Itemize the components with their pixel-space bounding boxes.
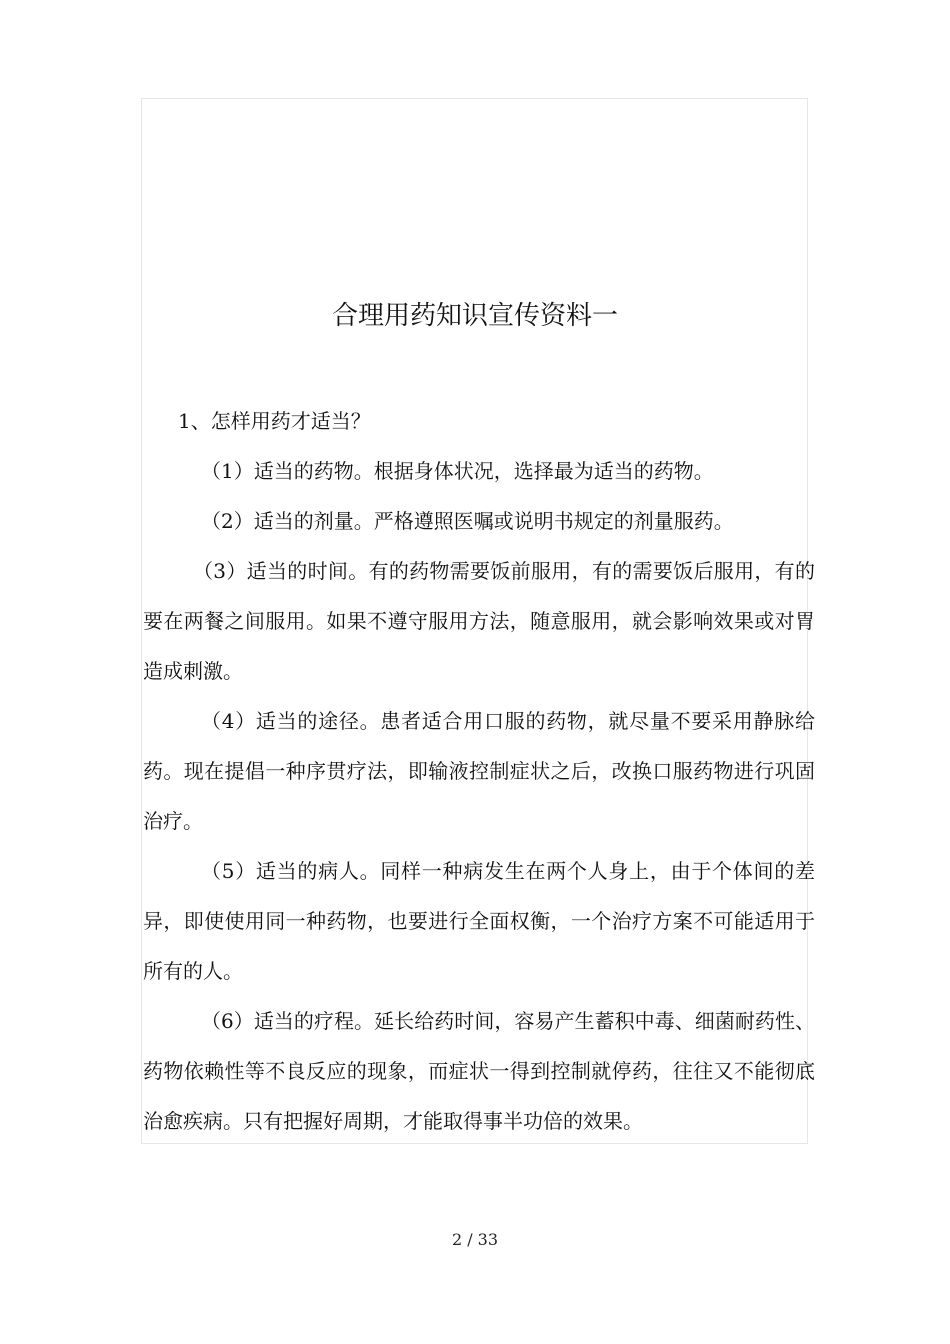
document-title: 合理用药知识宣传资料一 <box>331 301 618 331</box>
paragraph-6: （6）适当的疗程。延长给药时间，容易产生蓄积中毒、细菌耐药性、药物依赖性等不良反应的现象，而症状一得到控制就停药，往往又不能彻底治愈疾病。只有把握好周期，才能取得事半功倍的效果。 <box>143 1009 815 1133</box>
document-body <box>143 396 815 1146</box>
section-heading: 1、怎样用药才适当？ <box>178 409 371 433</box>
paragraph-1: （1）适当的药物。根据身体状况，选择最为适当的药物。 <box>201 459 714 483</box>
page-number: 2 / 33 <box>451 1230 499 1249</box>
paragraph-5: （5）适当的病人。同样一种病发生在两个人身上，由于个体间的差异，即使使用同一种药物，也要进行全面权衡，一个治疗方案不可能适用于所有的人。 <box>143 859 815 983</box>
paragraph-2: （2）适当的剂量。严格遵照医嘱或说明书规定的剂量服药。 <box>201 509 734 533</box>
paragraph-4: （4）适当的途径。患者适合用口服的药物，就尽量不要采用静脉给药。现在提倡一种序贯疗法，即输液控制症状之后，改换口服药物进行巩固治疗。 <box>143 709 815 833</box>
paragraph-3: （3）适当的时间。有的药物需要饭前服用，有的需要饭后服用，有的要在两餐之间服用。如果不遵守服用方法，随意服用，就会影响效果或对胃造成刺激。 <box>143 559 815 683</box>
